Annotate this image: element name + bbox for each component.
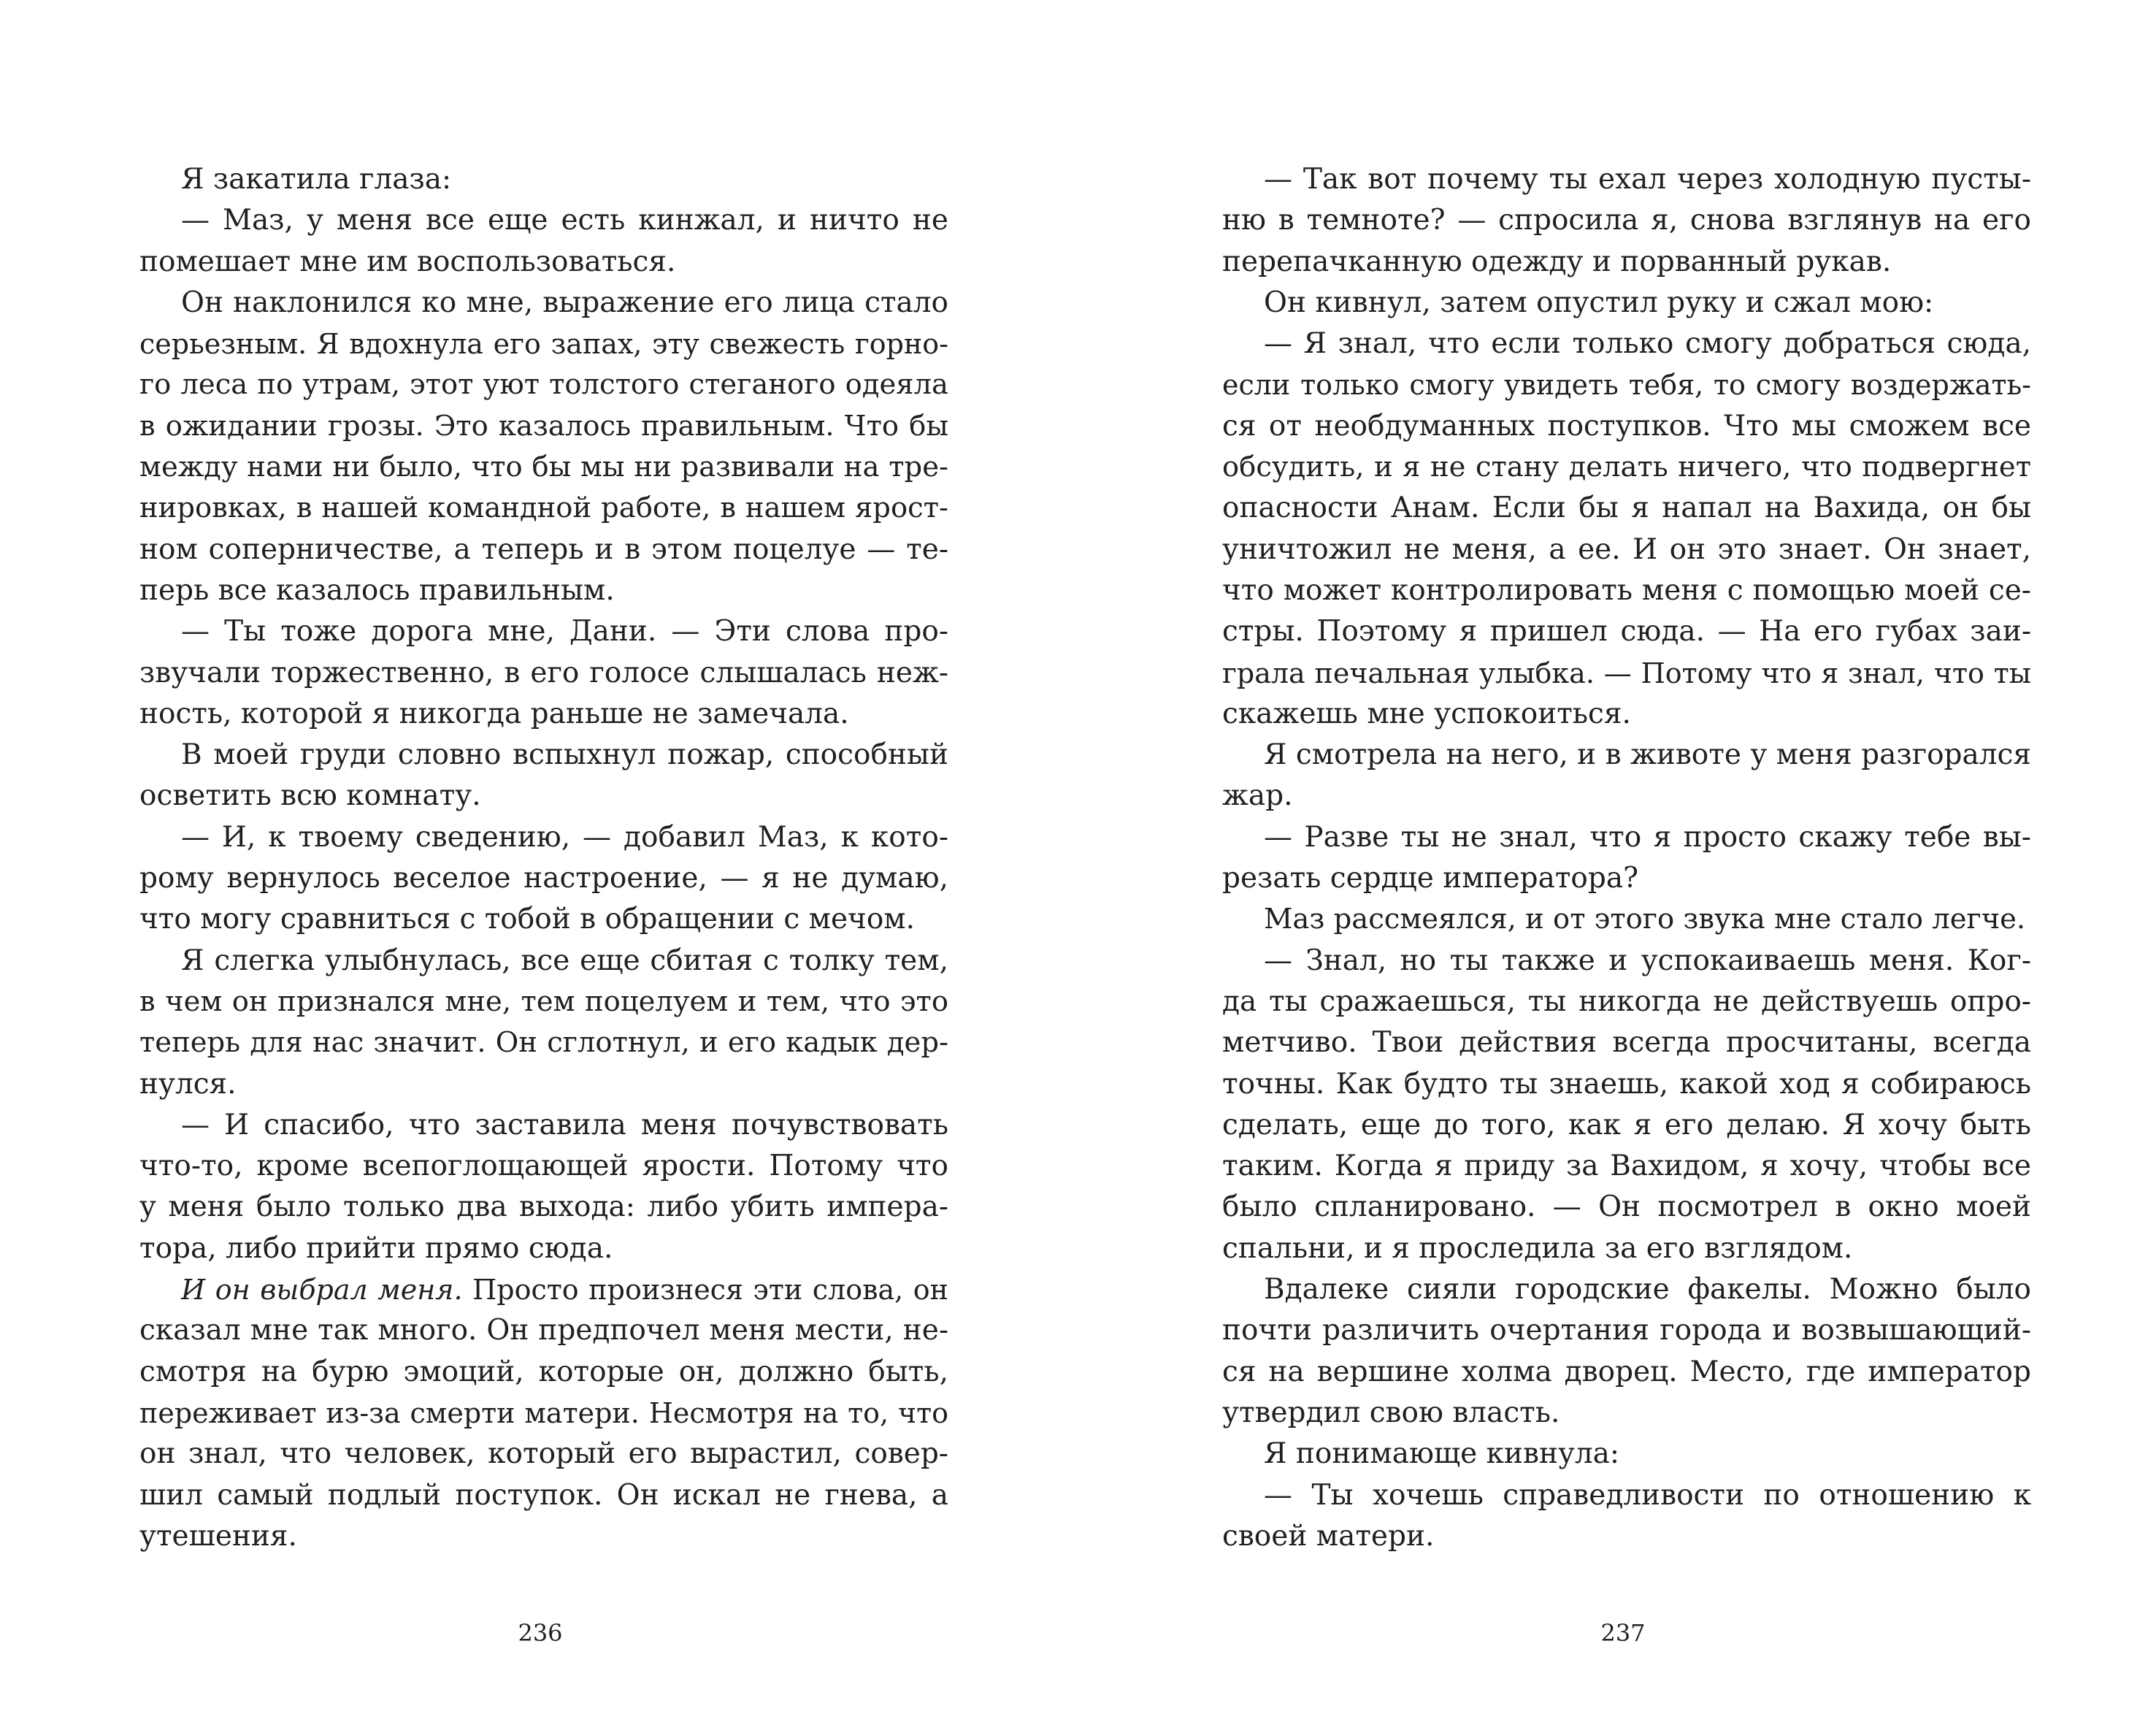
text-line	[1222, 899, 2031, 940]
text-line	[139, 1228, 948, 1269]
text-line	[139, 858, 948, 899]
text-line-content: — Так вот почему ты ехал через холодную пусты-	[1264, 163, 2031, 196]
text-line	[1222, 1475, 2031, 1516]
text-line	[1222, 406, 2031, 447]
text-line	[139, 1310, 948, 1351]
text-line	[1222, 817, 2031, 858]
text-line-content: Маз рассмеялся, и от этого звука мне стало легче.	[1264, 903, 2026, 936]
text-line-content: у меня было только два выхода: либо убить импера-	[139, 1190, 948, 1224]
text-line	[139, 1187, 948, 1228]
text-line-content: стры. Поэтому я пришел сюда. — На его губах заи-	[1222, 615, 2031, 649]
text-line	[139, 1352, 948, 1393]
text-line	[139, 488, 948, 529]
text-line-content: таким. Когда я приду за Вахидом, я хочу, чтобы все	[1222, 1150, 2031, 1183]
text-line-content: — Ты хочешь справедливости по отношению к	[1264, 1478, 2031, 1512]
text-line-content: перь все казалось правильным.	[139, 573, 615, 607]
text-line	[139, 406, 948, 447]
text-line-content: Я понимающе кивнула:	[1264, 1437, 1620, 1471]
text-line-content: смотря на бурю эмоций, которые он, должно быть,	[139, 1355, 948, 1388]
text-line	[1222, 1146, 2031, 1187]
text-line	[139, 324, 948, 364]
text-line	[139, 1064, 948, 1105]
text-line-content: да ты сражаешься, ты никогда не действуешь опро-	[1222, 984, 2031, 1018]
text-line	[139, 735, 948, 776]
text-line	[139, 817, 948, 858]
text-line	[1222, 159, 2031, 200]
text-line	[139, 1022, 948, 1063]
text-line	[139, 611, 948, 652]
text-line	[139, 283, 948, 324]
page-number-right: 237	[1600, 1619, 1646, 1647]
text-line-content: обсудить, и я не стану делать ничего, что подвергнет	[1222, 451, 2031, 484]
text-line-content: — Я знал, что если только смогу добраться сюда,	[1264, 327, 2031, 361]
text-line	[1222, 1022, 2031, 1063]
italic-phrase: И он выбрал меня.	[181, 1274, 463, 1307]
text-line-content: Я закатила глаза:	[181, 163, 452, 196]
text-line	[139, 159, 948, 200]
text-line-content: Вдалеке сияли городские факелы. Можно было	[1264, 1273, 2031, 1307]
text-line-content: почти различить очертания города и возвышающий-	[1222, 1314, 2031, 1347]
text-line	[1222, 1105, 2031, 1146]
text-line	[139, 1393, 948, 1434]
text-line-content: спальни, и я проследила за его взглядом.	[1222, 1231, 1853, 1265]
text-line	[139, 1269, 948, 1310]
text-line	[1222, 735, 2031, 776]
text-line-content: что может контролировать меня с помощью моей се-	[1222, 573, 2031, 607]
text-line-content: теперь для нас значит. Он сглотнул, и его кадык дер-	[139, 1026, 948, 1060]
text-line-content: утешения.	[139, 1519, 297, 1553]
text-line-content: уничтожил не меня, а ее. И он это знает. Он знает,	[1222, 532, 2031, 566]
text-line-content: грала печальная улыбка. — Потому что я знал, что ты	[1222, 657, 2031, 689]
text-line-content: метчиво. Твои действия всегда просчитаны, всегда	[1222, 1026, 2031, 1060]
text-line-content: ность, которой я никогда раньше не замечала.	[139, 697, 849, 730]
text-line	[1222, 1516, 2031, 1557]
text-line-content: жар.	[1222, 779, 1293, 813]
text-line-content: Просто произнеся эти слова, он	[462, 1274, 949, 1307]
text-line	[139, 447, 948, 488]
text-line	[1222, 653, 2031, 694]
text-line	[139, 1434, 948, 1475]
text-line-content: — Маз, у меня все еще есть кинжал, и ничто не	[181, 204, 948, 237]
text-line-content: между нами ни было, что бы мы ни развивали на тре-	[139, 451, 948, 484]
text-line-content: перепачканную одежду и порванный рукав.	[1222, 245, 1892, 278]
text-line-content: — И спасибо, что заставила меня почувствовать	[181, 1108, 948, 1141]
text-line-content: ся на вершине холма дворец. Место, где император	[1222, 1355, 2031, 1388]
text-line-content: Он наклонился ко мне, выражение его лица стало	[181, 286, 948, 319]
text-line	[1222, 941, 2031, 982]
text-line-content: сказал мне так много. Он предпочел меня мести, не-	[139, 1314, 948, 1347]
text-line-content: нулся.	[139, 1067, 237, 1101]
text-line	[139, 941, 948, 982]
text-line	[1222, 1310, 2031, 1351]
text-line-content: — Разве ты не знал, что я просто скажу тебе вы-	[1264, 820, 2031, 854]
text-line-content: ся от необдуманных поступков. Что мы сможем все	[1222, 409, 2031, 443]
text-line	[139, 364, 948, 405]
text-line-content: — Знал, но ты также и успокаиваешь меня. Ког-	[1264, 944, 2031, 977]
text-line	[139, 776, 948, 816]
text-line-content: ню в темноте? — спросила я, снова взглянув на его	[1222, 204, 2031, 237]
text-line	[1222, 242, 2031, 283]
text-line-content: переживает из-за смерти матери. Несмотря на то, что	[139, 1396, 948, 1429]
text-line-content: что-то, кроме всепоглощающей ярости. Потому что	[139, 1150, 948, 1183]
text-line	[139, 529, 948, 570]
text-line	[139, 200, 948, 241]
text-line	[1222, 488, 2031, 529]
text-line-content: Он кивнул, затем опустил руку и сжал мою:	[1264, 286, 1934, 319]
text-line	[1222, 324, 2031, 364]
text-line-content: опасности Анам. Если бы я напал на Вахида, он бы	[1222, 492, 2031, 525]
text-line-content: если только смогу увидеть тебя, то смогу воздержать-	[1222, 369, 2031, 402]
text-line	[1222, 1269, 2031, 1310]
page-number-left: 236	[518, 1619, 563, 1647]
text-line-content: помешает мне им воспользоваться.	[139, 245, 676, 278]
text-line-content: было спланировано. — Он посмотрел в окно моей	[1222, 1190, 2031, 1224]
right-page-text	[1222, 159, 2031, 1557]
text-line	[139, 1146, 948, 1187]
text-line-content: в чем он признался мне, тем поцелуем и тем, что это	[139, 984, 948, 1018]
text-line	[139, 899, 948, 940]
text-line	[139, 242, 948, 283]
text-line	[1222, 447, 2031, 488]
text-line-content: сделать, еще до того, как я его делаю. Я хочу быть	[1222, 1108, 2031, 1141]
text-line-content: утвердил свою власть.	[1222, 1396, 1560, 1429]
text-line-content: что могу сравниться с тобой в обращении с мечом.	[139, 903, 916, 936]
text-line	[139, 982, 948, 1022]
text-line-content: шил самый подлый поступок. Он искал не гнева, а	[139, 1478, 948, 1512]
text-line-content: своей матери.	[1222, 1519, 1435, 1553]
text-line	[1222, 283, 2031, 324]
left-page-text	[139, 159, 948, 1557]
text-line	[139, 570, 948, 611]
text-line	[1222, 529, 2031, 570]
text-line-content: го леса по утрам, этот уют толстого стеганого одеяла	[139, 368, 948, 402]
text-line	[1222, 694, 2031, 735]
text-line-content: ном соперничестве, а теперь и в этом поцелуе — те-	[139, 532, 948, 566]
text-line	[1222, 570, 2031, 611]
text-line	[1222, 1352, 2031, 1393]
text-line	[1222, 364, 2031, 405]
text-line	[1222, 1064, 2031, 1105]
text-line-content: — И, к твоему сведению, — добавил Маз, к кото-	[181, 820, 948, 854]
text-line	[1222, 1434, 2031, 1475]
text-line-content: точны. Как будто ты знаешь, какой ход я собираюсь	[1222, 1067, 2031, 1101]
text-line-content: Я смотрела на него, и в животе у меня разгорался	[1264, 738, 2031, 772]
text-line	[1222, 858, 2031, 899]
text-line	[139, 1105, 948, 1146]
text-line-content: он знал, что человек, который его вырастил, совер-	[139, 1437, 948, 1471]
text-line	[1222, 1393, 2031, 1434]
text-line	[1222, 1187, 2031, 1228]
text-line-content: В моей груди словно вспыхнул пожар, способный	[181, 738, 948, 772]
text-line	[139, 694, 948, 735]
text-line-content: — Ты тоже дорога мне, Дани. — Эти слова про-	[181, 615, 948, 649]
text-line	[139, 1475, 948, 1516]
text-line-content: в ожидании грозы. Это казалось правильным. Что бы	[139, 409, 948, 443]
text-line-content: скажешь мне успокоиться.	[1222, 697, 1631, 730]
text-line	[139, 1516, 948, 1557]
text-line-content: резать сердце императора?	[1222, 862, 1639, 895]
text-line-content: серьезным. Я вдохнула его запах, эту свежесть горно-	[139, 328, 948, 361]
text-line	[1222, 200, 2031, 241]
text-line	[1222, 611, 2031, 652]
text-line-content: тора, либо прийти прямо сюда.	[139, 1231, 613, 1265]
text-line-content: нировках, в нашей командной работе, в нашем ярост-	[139, 492, 948, 525]
text-line	[1222, 982, 2031, 1022]
text-line	[1222, 1228, 2031, 1269]
text-line-content: звучали торжественно, в его голосе слышалась неж-	[139, 656, 948, 689]
text-line-content: рому вернулось веселое настроение, — я не думаю,	[139, 862, 948, 895]
text-line-content: Я слегка улыбнулась, все еще сбитая с толку тем,	[181, 944, 948, 977]
text-line	[139, 653, 948, 694]
text-line-content: осветить всю комнату.	[139, 779, 481, 813]
text-line	[1222, 776, 2031, 816]
